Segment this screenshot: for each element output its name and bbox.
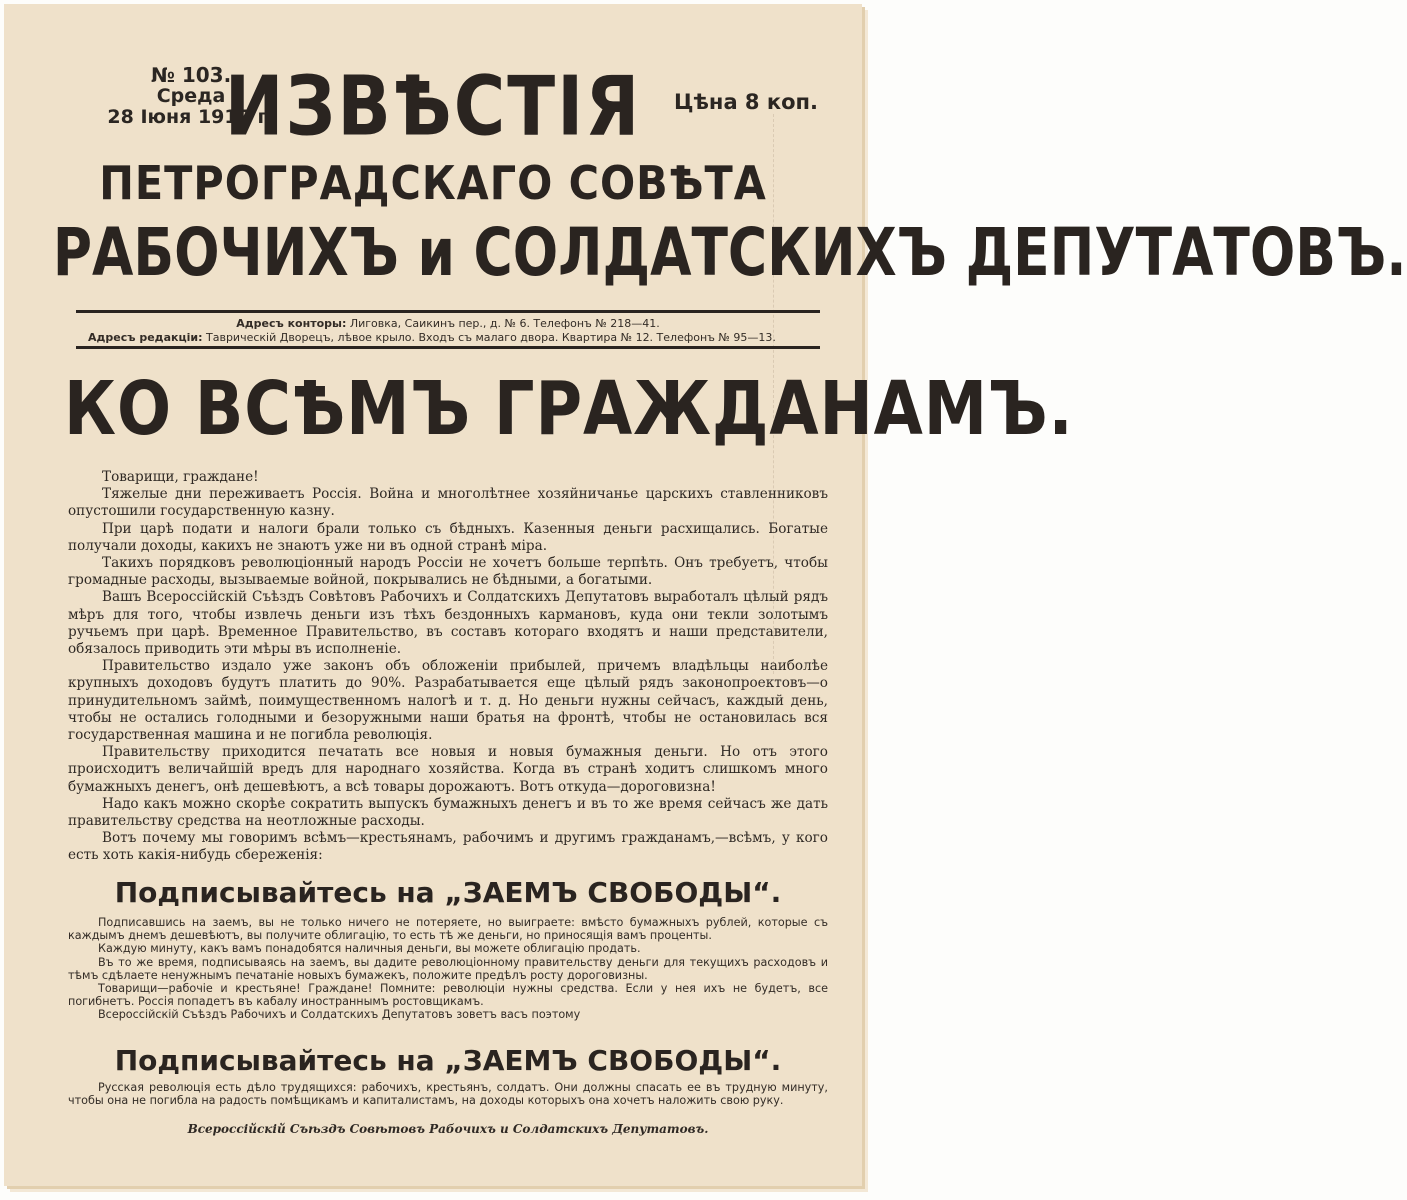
paragraph: Надо какъ можно скорѣе сократить выпускъ бумажныхъ денегъ и въ то же время сейчасъ же дать правительству средства на неотложные расходы. — [68, 795, 828, 830]
paragraph: Вашъ Всероссійскій Съѣздъ Совѣтовъ Рабочихъ и Солдатскихъ Депутатовъ выработалъ цѣлый рядъ мѣръ для того, чтобы извлечь деньги изъ тѣхъ бездонныхъ кармановъ, куда они текли золотымъ ручьемъ при царѣ. Временное Правительство, въ составъ котораго входятъ и наши представители, обязалось приводить эти мѣры въ исполненіе. — [68, 589, 828, 658]
issue-weekday: Среда — [156, 85, 226, 107]
paragraph: Вотъ почему мы говоримъ всѣмъ—крестьянамъ, рабочимъ и другимъ гражданамъ,—всѣмъ, у кого есть хоть какія-нибудь сбереженія: — [68, 830, 828, 864]
header-rule-bottom — [76, 346, 820, 349]
small-paragraph: Подписавшись на заемъ, вы не только ничего не потеряете, но выиграете: вмѣсто бумажныхъ рублей, которые съ каждымъ днемъ дешевѣютъ, вы получите облигацію, то есть тѣ же деньги, но приносящія вамъ проценты. — [68, 916, 828, 943]
editorial-address-label: Адресъ редакціи: — [88, 331, 203, 344]
small-paragraph: Каждую минуту, какъ вамъ понадобятся наличныя деньги, вы можете облигацію продать. — [98, 942, 641, 956]
small-paragraph: Въ то же время, подписываясь на заемъ, вы дадите революціонному правительству деньги для текущихъ расходовъ и тѣмъ сдѣлаете ненужнымъ печатаніе новыхъ бумажекъ, положите предѣлъ росту дороговизны. — [68, 955, 828, 982]
small-paragraph: Товарищи—рабочіе и крестьяне! Граждане! Помните: революціи нужны средства. Если у нея ихъ не будетъ, все погибнетъ. Россія попадетъ въ кабалу иностраннымъ ростовщикамъ. — [68, 982, 828, 1009]
editorial-address-text: Таврическій Дворецъ, лѣвое крыло. Входъ съ малаго двора. Квартира № 12. Телефонъ № 95—13. — [206, 331, 776, 344]
loan-details — [68, 916, 828, 1022]
loan-call-1: Подписывайтесь на „ЗАЕМЪ СВОБОДЫ“. — [114, 876, 782, 909]
paragraph: Правительству приходится печатать все новыя и новыя бумажныя деньги. Но отъ этого происходитъ величайшій вредъ для народнаго хозяйства. Когда въ странѣ ходитъ слишкомъ много бумажныхъ денегъ, онѣ дешевѣютъ, а всѣ товары дорожаютъ. Вотъ откуда—дороговизна! — [68, 744, 828, 795]
newspaper-page — [4, 4, 1407, 1186]
paragraph: Тяжелые дни переживаетъ Россія. Война и многолѣтнее хозяйничанье царскихъ ставленниковъ опустошили государственную казну. — [68, 486, 828, 520]
small-paragraph: Русская революція есть дѣло трудящихся: рабочихъ, крестьянъ, солдатъ. Они должны спасать ее въ трудную минуту, чтобы она не погибла на радость помѣщикамъ и капиталистамъ, на доходы которыхъ она хочетъ наложить свою руку. — [68, 1081, 828, 1108]
masthead-subtitle-2: РАБОЧИХЪ и СОЛДАТСКИХЪ ДЕПУТАТОВЪ. — [52, 214, 1407, 291]
office-address-label: Адресъ конторы: — [236, 317, 347, 330]
issue-price: Цѣна 8 коп. — [674, 90, 819, 114]
office-address-text: Лиговка, Саикинъ пер., д. № 6. Телефонъ № 218—41. — [349, 317, 660, 330]
closing-text — [68, 1081, 828, 1107]
header-rule-top — [76, 310, 820, 313]
masthead-title: ИЗВѢСТІЯ — [224, 59, 642, 155]
loan-call-2: Подписывайтесь на „ЗАЕМЪ СВОБОДЫ“. — [114, 1044, 782, 1077]
issue-date: 28 Іюня 1917 г. — [107, 105, 275, 128]
paragraph: Такихъ порядковъ революціонный народъ Россіи не хочетъ больше терпѣть. Онъ требуетъ, чтобы громадные расходы, вызываемые войной, покрывались не бѣдными, а богатыми. — [68, 555, 828, 589]
paragraph: При царѣ подати и налоги брали только съ бѣдныхъ. Казенныя деньги расхищались. Богатые получали доходы, какихъ не знаютъ уже ни въ одной странѣ міра. — [68, 520, 828, 554]
office-address — [76, 317, 820, 330]
editorial-address — [88, 331, 832, 344]
small-paragraph: Всероссійскій Съѣздъ Рабочихъ и Солдатскихъ Депутатовъ зоветъ васъ поэтому — [98, 1008, 581, 1022]
issue-number: № 103. — [150, 63, 232, 87]
masthead-subtitle-1: ПЕТРОГРАДСКАГО СОВѢТА — [99, 156, 767, 210]
headline: КО ВСѢМЪ ГРАЖДАНАМЪ. — [64, 366, 1074, 452]
paragraph: Правительство издало уже законъ объ обложеніи прибылей, причемъ владѣльцы наиболѣе крупныхъ доходовъ будутъ платить до 90%. Разрабатывается еще цѣлый рядъ законопроектовъ—о принудительномъ займѣ, поимущественномъ налогѣ и т. д. Но деньги нужны сейчасъ, каждый день, чтобы не остались голодными и безоружными наши братья на фронтѣ, чтобы не остановилась вся государственная машина и не погибла революція. — [68, 658, 828, 744]
signature: Всероссійскій Съѣздъ Совѣтовъ Рабочихъ и Солдатскихъ Депутатовъ. — [187, 1122, 709, 1136]
article-body — [68, 469, 828, 865]
paragraph: Товарищи, граждане! — [102, 469, 259, 485]
